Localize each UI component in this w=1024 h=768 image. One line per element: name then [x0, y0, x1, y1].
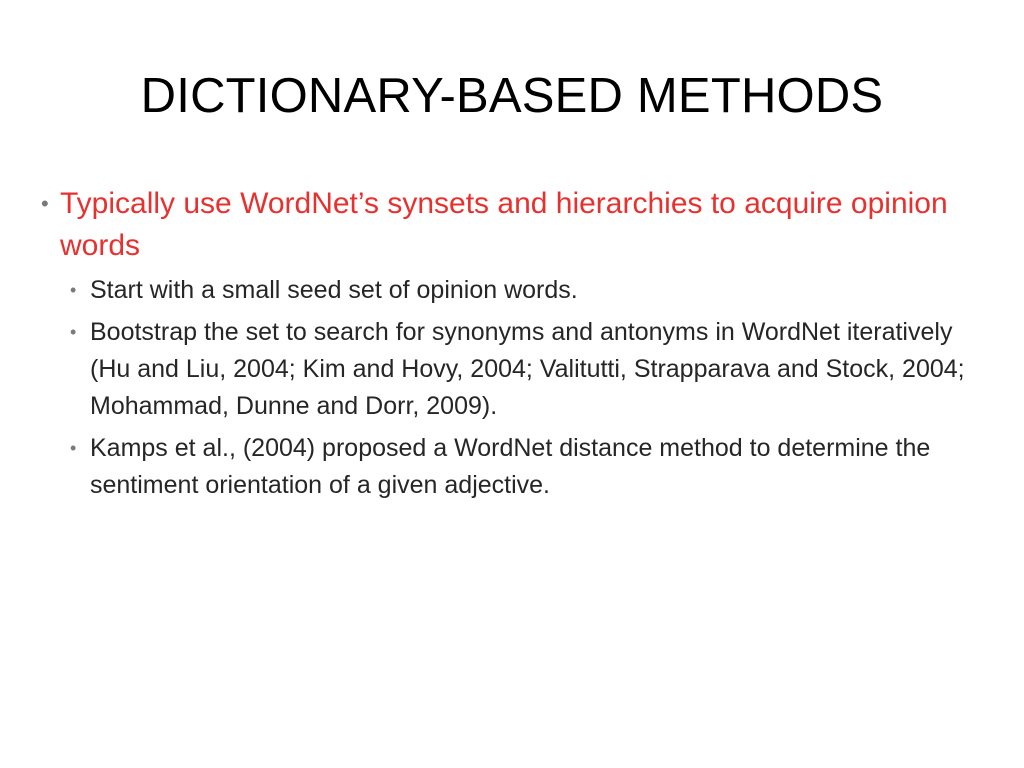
sub-bullet-text: Start with a small seed set of opinion words. — [90, 276, 578, 304]
main-bullet-text: Typically use WordNet’s synsets and hierarchies to acquire opinion words — [60, 187, 948, 262]
sub-bullet-1 — [70, 272, 980, 309]
sub-bullet-marker: • — [70, 280, 77, 300]
sub-bullet-2 — [70, 314, 980, 425]
sub-bullet-marker: • — [70, 438, 77, 458]
main-bullet-marker: • — [41, 191, 49, 216]
main-bullet — [40, 183, 980, 267]
sub-bullet-3 — [70, 430, 980, 504]
slide-title: DICTIONARY-BASED METHODS — [140, 69, 884, 123]
sub-bullet-text: Kamps et al., (2004) proposed a WordNet distance method to determine the sentiment orientation of a given adjective. — [90, 434, 931, 499]
sub-bullet-text: Bootstrap the set to search for synonyms and antonyms in WordNet iteratively (Hu and Liu, 2004; Kim and Hovy, 2004; Valitutti, Strapparava and Stock, 2004; Mohammad, Dunne and Dorr, 2009). — [90, 318, 965, 420]
sub-bullet-list — [40, 272, 980, 504]
sub-bullet-marker: • — [70, 322, 77, 342]
slide-content — [40, 183, 980, 504]
